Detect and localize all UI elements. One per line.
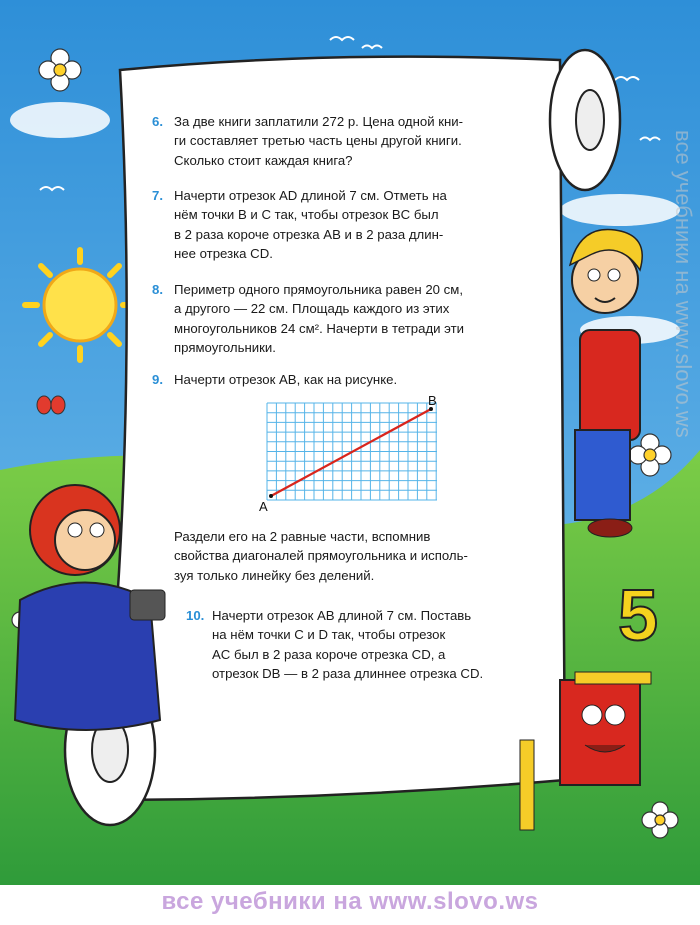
footer-link[interactable]: все учебники на www.slovo.ws bbox=[161, 888, 539, 915]
task-line: ги составляет третью часть цены другой книги. bbox=[174, 133, 462, 149]
task-line: нее отрезка CD. bbox=[174, 246, 273, 262]
task-line: нём точки B и C так, чтобы отрезок BC был bbox=[174, 207, 439, 223]
task-line: прямоугольники. bbox=[174, 340, 276, 356]
task-line: свойства диагоналей прямоугольника и исполь- bbox=[174, 548, 468, 564]
task-9-continued bbox=[174, 527, 554, 585]
badge-five: 5 bbox=[618, 576, 659, 656]
task-8 bbox=[152, 280, 552, 358]
task-line: отрезок DB — в 2 раза длиннее отрезка CD. bbox=[212, 666, 484, 682]
task-line: За две книги заплатили 272 р. Цена одной кни- bbox=[174, 114, 464, 129]
task-number: 6. bbox=[152, 114, 163, 129]
side-watermark: все учебники на www.slovo.ws bbox=[671, 130, 696, 438]
point-b-label: B bbox=[428, 395, 437, 408]
task-line: Начерти отрезок AB длиной 7 см. Поставь bbox=[212, 608, 472, 623]
segment-figure bbox=[255, 395, 450, 515]
task-10 bbox=[186, 606, 566, 684]
task-line: AC был в 2 раза короче отрезка CD, а bbox=[212, 646, 446, 662]
point-a-label: A bbox=[259, 499, 268, 514]
task-number: 9. bbox=[152, 372, 163, 387]
task-number: 8. bbox=[152, 282, 163, 297]
task-number: 7. bbox=[152, 188, 163, 203]
task-6 bbox=[152, 112, 552, 170]
task-line: зуя только линейку без делений. bbox=[174, 567, 375, 583]
task-line: Периметр одного прямоугольника равен 20 см, bbox=[174, 282, 464, 297]
task-line: а другого — 22 см. Площадь каждого из этих bbox=[174, 301, 450, 317]
task-line: Сколько стоит каждая книга? bbox=[174, 152, 353, 168]
task-line: в 2 раза короче отрезка AB и в 2 раза длин- bbox=[174, 226, 444, 242]
task-number: 10. bbox=[186, 608, 205, 623]
task-line: на нём точки C и D так, чтобы отрезок bbox=[212, 627, 446, 643]
task-line: Раздели его на 2 равные части, вспомнив bbox=[174, 529, 431, 544]
task-line: Начерти отрезок AD длиной 7 см. Отметь на bbox=[174, 188, 447, 203]
task-line: многоугольников 24 см². Начерти в тетради эти bbox=[174, 320, 465, 336]
task-9 bbox=[152, 370, 552, 389]
task-7 bbox=[152, 186, 552, 264]
number-five-character bbox=[618, 576, 658, 656]
point-a bbox=[269, 494, 273, 498]
task-line: Начерти отрезок AB, как на рисунке. bbox=[174, 372, 398, 387]
